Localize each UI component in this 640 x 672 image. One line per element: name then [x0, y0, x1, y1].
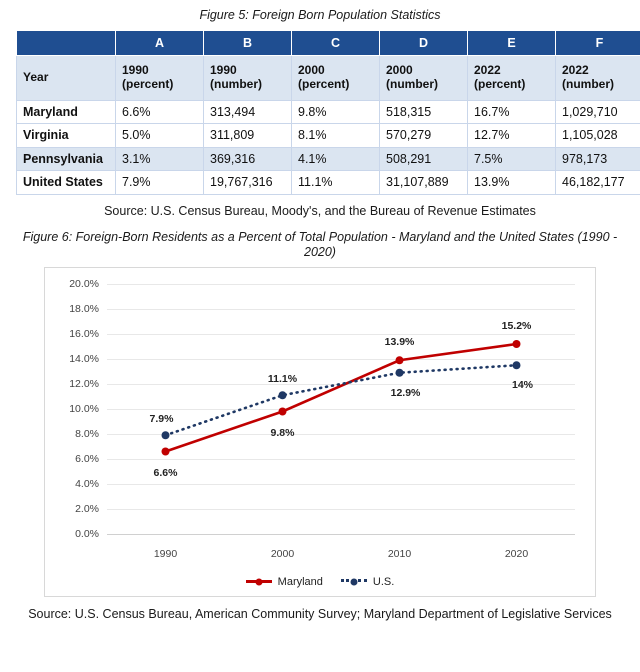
- chart-data-point: [162, 447, 170, 455]
- chart-line-us: [166, 365, 517, 435]
- virginia-2022-number: 1,105,028: [556, 124, 640, 147]
- chart-data-point: [279, 391, 287, 399]
- chart-legend: [45, 576, 595, 588]
- maryland-2022-number: 1,029,710: [556, 101, 640, 124]
- maryland-1990-percent: 6.6%: [116, 101, 204, 124]
- chart-series-layer: [45, 268, 595, 598]
- table-row: [17, 147, 640, 170]
- maryland-2000-percent: 9.8%: [292, 101, 380, 124]
- chart-data-label: 13.9%: [384, 336, 415, 348]
- chart-y-tick-label: 12.0%: [69, 377, 99, 390]
- united-states-2000-percent: 11.1%: [292, 171, 380, 194]
- pennsylvania-2000-number: 508,291: [380, 147, 468, 170]
- header-2022-percent: 2022 (percent): [468, 56, 556, 101]
- chart-data-label: 15.2%: [501, 319, 532, 332]
- chart-x-tick-label: 2000: [270, 547, 295, 560]
- chart-data-point: [396, 356, 404, 364]
- column-letter-f: F: [556, 31, 640, 56]
- table-row: [17, 171, 640, 194]
- chart-y-tick-label: 6.0%: [75, 452, 99, 465]
- chart-data-label: 14%: [511, 379, 534, 391]
- header-2000-percent: 2000 (percent): [292, 56, 380, 101]
- legend-label-maryland: Maryland: [277, 575, 323, 588]
- united-states-2000-number: 31,107,889: [380, 171, 468, 194]
- chart-data-point: [279, 407, 287, 415]
- legend-item-maryland: [246, 576, 323, 588]
- legend-item-us: [341, 576, 394, 588]
- chart-y-tick-label: 14.0%: [69, 352, 99, 365]
- maryland-line-swatch-icon: [246, 580, 272, 583]
- chart-data-label: 11.1%: [267, 373, 298, 385]
- pennsylvania-1990-number: 369,316: [204, 147, 292, 170]
- chart-y-tick-label: 4.0%: [75, 477, 99, 490]
- chart-y-tick-label: 10.0%: [69, 402, 99, 415]
- chart-plot-area: [45, 268, 595, 596]
- chart-y-tick-label: 2.0%: [75, 502, 99, 515]
- chart-line-maryland: [166, 344, 517, 452]
- chart-y-tick-label: 18.0%: [69, 302, 99, 315]
- figure5-table-wrapper: [0, 30, 640, 195]
- foreign-born-statistics-table: [16, 30, 640, 195]
- pennsylvania-2000-percent: 4.1%: [292, 147, 380, 170]
- figure6-source: Source: U.S. Census Bureau, American Community Survey; Maryland Department of Legislative Services: [28, 606, 612, 621]
- chart-x-tick-label: 2010: [387, 547, 412, 560]
- united-states-1990-percent: 7.9%: [116, 171, 204, 194]
- us-line-swatch-icon: [341, 579, 367, 585]
- chart-data-point: [513, 340, 521, 348]
- chart-y-tick-label: 8.0%: [75, 427, 99, 440]
- virginia-2022-percent: 12.7%: [468, 124, 556, 147]
- united-states-2022-number: 46,182,177: [556, 171, 640, 194]
- header-1990-percent: 1990 (percent): [116, 56, 204, 101]
- maryland-2000-number: 518,315: [380, 101, 468, 124]
- united-states-1990-number: 19,767,316: [204, 171, 292, 194]
- pennsylvania-2022-percent: 7.5%: [468, 147, 556, 170]
- maryland-1990-number: 313,494: [204, 101, 292, 124]
- maryland-2022-percent: 16.7%: [468, 101, 556, 124]
- header-2000-number: 2000 (number): [380, 56, 468, 101]
- chart-data-point: [513, 361, 521, 369]
- column-letter-d: D: [380, 31, 468, 56]
- table-row: [17, 101, 640, 124]
- row-label-virginia: Virginia: [17, 124, 116, 147]
- column-letter-b: B: [204, 31, 292, 56]
- chart-x-tick-label: 2020: [504, 547, 529, 560]
- header-1990-number: 1990 (number): [204, 56, 292, 101]
- header-year-label: Year: [17, 56, 116, 101]
- virginia-2000-percent: 8.1%: [292, 124, 380, 147]
- column-letter-c: C: [292, 31, 380, 56]
- chart-data-label: 6.6%: [153, 467, 178, 480]
- table-corner-cell: [17, 31, 116, 56]
- column-letter-e: E: [468, 31, 556, 56]
- column-letter-a: A: [116, 31, 204, 56]
- chart-data-label: 12.9%: [390, 386, 421, 399]
- table-column-letter-row: [17, 31, 640, 56]
- legend-label-us: U.S.: [372, 575, 395, 588]
- header-2022-number: 2022 (number): [556, 56, 640, 101]
- virginia-1990-percent: 5.0%: [116, 124, 204, 147]
- row-label-united-states: United States: [17, 171, 116, 194]
- table-row: [17, 124, 640, 147]
- chart-y-tick-label: 0.0%: [75, 527, 99, 540]
- united-states-2022-percent: 13.9%: [468, 171, 556, 194]
- pennsylvania-1990-percent: 3.1%: [116, 147, 204, 170]
- chart-y-tick-label: 20.0%: [69, 277, 99, 290]
- figure5-caption: Figure 5: Foreign Born Population Statistics: [199, 8, 441, 22]
- pennsylvania-2022-number: 978,173: [556, 147, 640, 170]
- chart-data-point: [162, 431, 170, 439]
- row-label-maryland: Maryland: [17, 101, 116, 124]
- chart-data-label: 9.8%: [270, 427, 295, 440]
- figure6-caption: Figure 6: Foreign-Born Residents as a Percent of Total Population - Maryland and the United States (1990 - 2020): [22, 229, 618, 260]
- figure6-chart: [44, 267, 596, 597]
- chart-data-label: 7.9%: [149, 413, 174, 425]
- chart-data-point: [396, 369, 404, 377]
- figure5-source: Source: U.S. Census Bureau, Moody's, and the Bureau of Revenue Estimates: [104, 203, 536, 218]
- row-label-pennsylvania: Pennsylvania: [17, 147, 116, 170]
- virginia-2000-number: 570,279: [380, 124, 468, 147]
- chart-x-tick-label: 1990: [153, 547, 178, 560]
- virginia-1990-number: 311,809: [204, 124, 292, 147]
- table-header-row: [17, 56, 640, 101]
- chart-y-tick-label: 16.0%: [69, 327, 99, 340]
